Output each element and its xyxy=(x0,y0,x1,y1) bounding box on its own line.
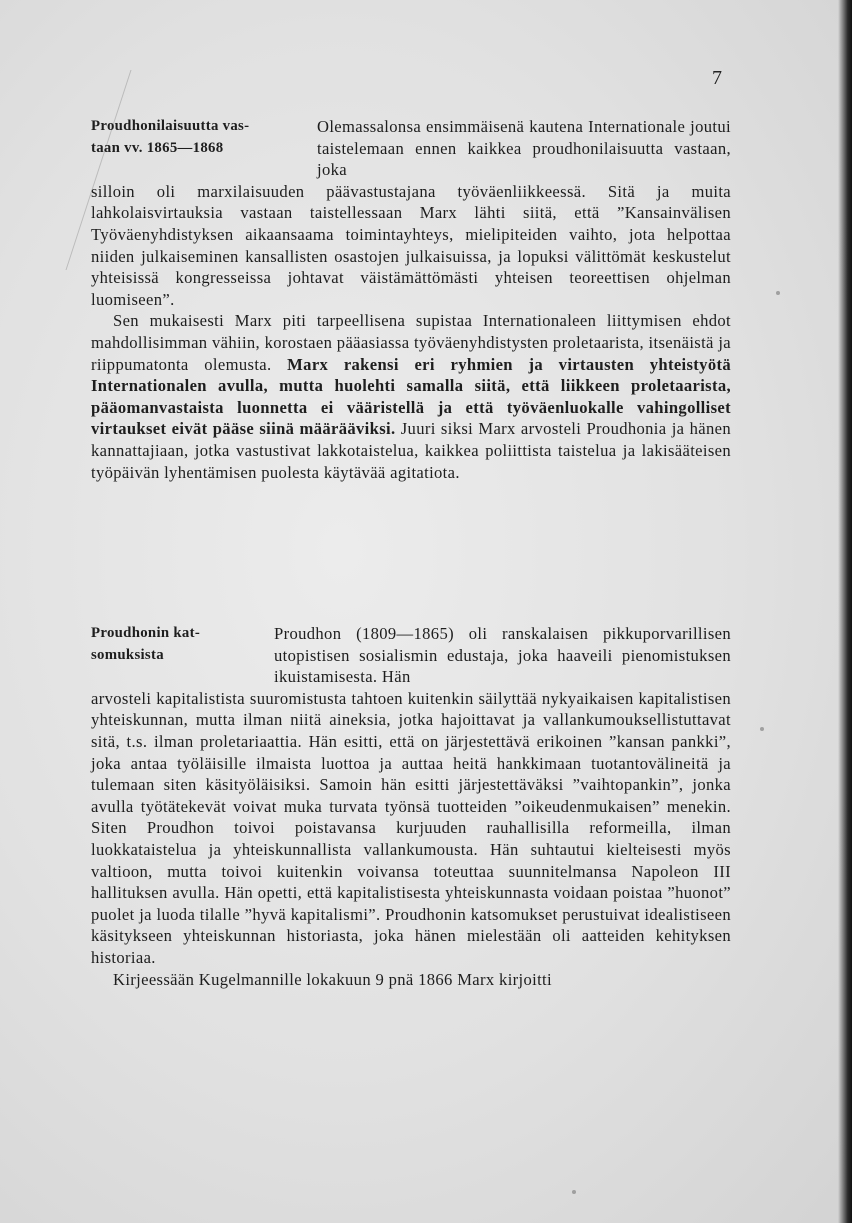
side-heading-line: somuksista xyxy=(91,646,164,663)
scan-speck xyxy=(776,291,780,295)
paragraph-text: Juuri siksi Marx arvosteli Proudhonia ja hänen kannattajiaan, jotka vastustivat lakkotaistelua, kaikkea poliittista taistelua ja lakisääteisen työpäivän lyhentämisen puolesta käytävää agitatiota. xyxy=(91,419,732,482)
scan-speck xyxy=(572,1190,576,1194)
emphasized-text: Marx rakensi eri ryhmien ja virtausten yhteistyötä Internationalen avulla, mutta huolehti samalla siitä, että liikkeen proletaarista, pääomanvastaista luonnetta ei vääristellä ja että työväenluokalle vahingolliset virtaukset eivät pääse siinä määrääviksi. xyxy=(91,354,731,439)
paragraph-text: Sen mukaisesti Marx piti tarpeellisena supistaa Internationaleen liittymisen ehdot mahdollisimman vähiin, korostaen pääasiassa työväenyhdistysten proletaarista, itsenäistä ja riippumatonta olemusta. xyxy=(91,311,731,374)
scan-speck xyxy=(760,727,764,731)
paragraph: Kirjeessään Kugelmannille lokakuun 9 pnä 1866 Marx kirjoitti xyxy=(113,969,552,989)
side-heading-line: Proudhonin kat- xyxy=(91,625,201,641)
page-number: 7 xyxy=(712,67,722,89)
side-heading xyxy=(91,116,317,181)
paragraph xyxy=(91,310,731,483)
section-heading-row xyxy=(91,623,731,688)
section-heading-row xyxy=(91,116,731,181)
scan-edge-shadow xyxy=(838,0,852,1223)
paragraph: silloin oli marxilaisuuden päävastustajana työväenliikkeessä. Sitä ja muita lahkolaisvirtauksia vastaan taistellessaan Marx lähti siitä, että ”Kansainvälisen Työväenyhdistyksen aikaansaama toimintayhteys, mielipiteiden vaihto, jota helpottaa niiden julkaiseminen kansallisten osastojen julkaisuissa, ja lopuksi välittömät keskustelut yhteisissä kongresseissa johtavat väistämättömästi yhteisen teoreettisen ohjelman luomiseen”. xyxy=(91,181,731,309)
side-heading-line: Proudhonilaisuutta vas- xyxy=(91,118,250,134)
intro-text: Proudhon (1809—1865) oli ranskalaisen pikkuporvarillisen utopistisen sosialismin edustaja, joka haaveili pienomistuksen ikuistamisesta. Hän xyxy=(274,624,731,687)
paragraph: arvosteli kapitalistista suuromistusta tahtoen kuitenkin säilyttää nykyaikaisen kapitalistisen yhteiskunnan, mutta ilman niitä aineksia, jotka hajoittavat ja vallankumouksellistuttavat sitä, t.s. ilman proletariaattia. Hän esitti, että on järjestettävä erikoinen ”kansan pankki”, joka antaa työläisille ilmaista luottoa ja auttaa heitä hankkimaan tuotantovälineitä ja tulemaan siten käsityöläisiksi. Samoin hän esitti järjestettäväksi ”vaihtopankin”, jonka avulla työtätekevät voivat muka turvata työnsä tuotteiden ”oikeudenmukaisen” menekin. Siten Proudhon toivoi poistavansa kurjuuden rauhallisilla reformeilla, ilman luokkataistelua ja yhteiskunnallista vallankumousta. Hän suhtautui kielteisesti myös valtioon, mutta toivoi kuitenkin voivansa toteuttaa suunnitelmansa Napoleon III hallituksen avulla. Hän opetti, että kapitalistisesta yhteiskunnasta voidaan poistaa ”huonot” puolet ja luoda tilalle ”hyvä kapitalismi”. Proudhonin katsomukset perustuivat idealistiseen käsitykseen yhteiskunnan historiasta, joka hänen mielestään oli aatteiden kehityksen historiaa. xyxy=(91,688,731,967)
side-heading-line: taan vv. 1865—1868 xyxy=(91,139,224,156)
side-heading xyxy=(91,623,274,688)
section-proudhon-views xyxy=(91,623,731,990)
section-proudhonism xyxy=(91,116,731,483)
intro-text: Olemassalonsa ensimmäisenä kautena Internationale joutui taistelemaan ennen kaikkea proudhonilaisuutta vastaan, joka xyxy=(317,117,731,180)
